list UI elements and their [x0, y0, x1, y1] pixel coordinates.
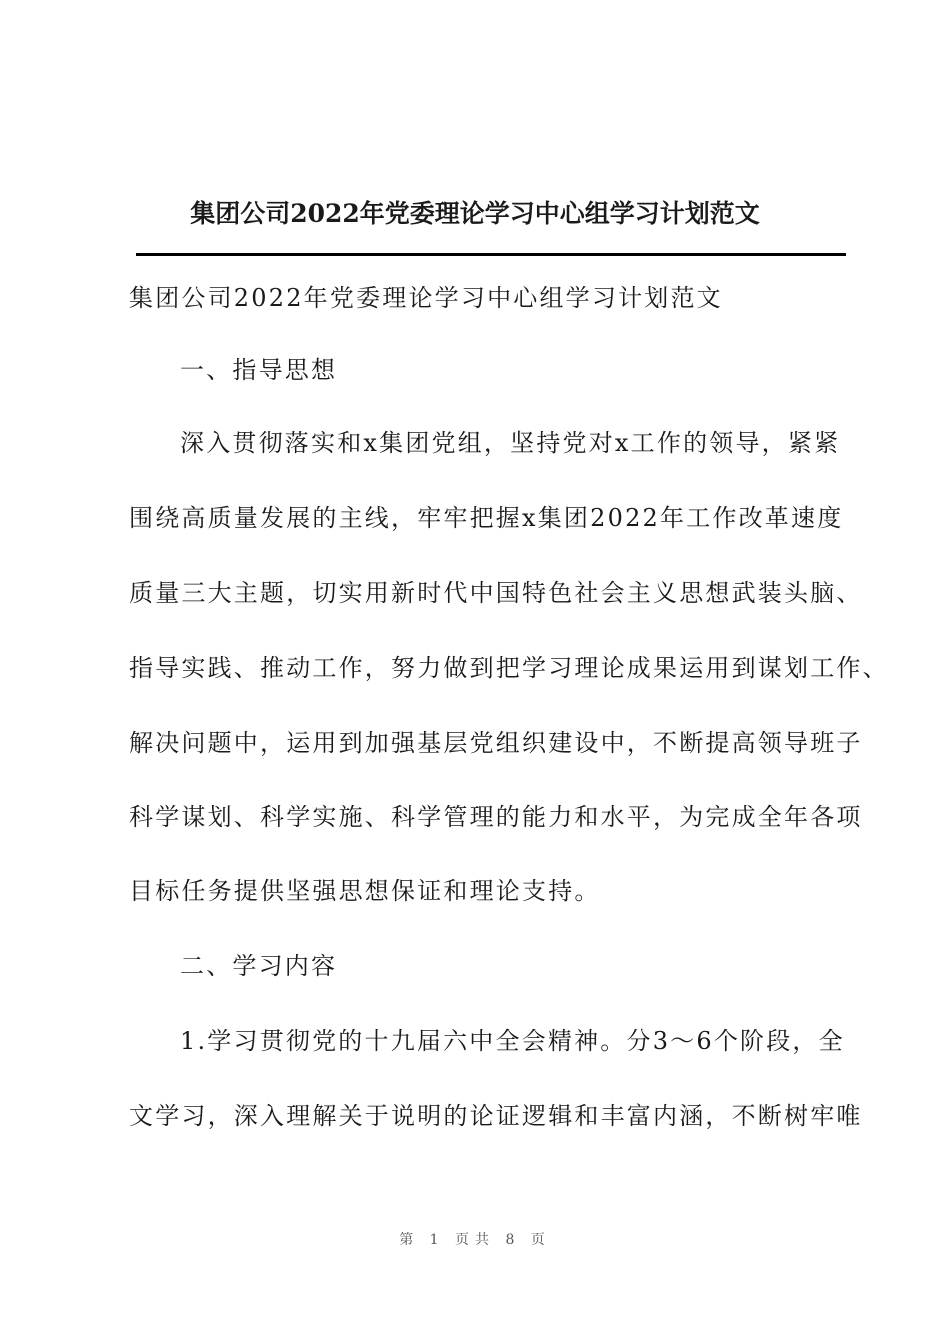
- title-underline: [136, 253, 846, 256]
- section-heading-study-content: 二、学习内容: [180, 952, 338, 980]
- body-line: 指导实践、推动工作，努力做到把学习理论成果运用到谋划工作、: [129, 654, 889, 682]
- body-line-subtitle: 集团公司2022年党委理论学习中心组学习计划范文: [129, 284, 723, 312]
- body-line: 质量三大主题，切实用新时代中国特色社会主义思想武装头脑、: [129, 579, 863, 607]
- page-footer-indicator: 第 1 页共 8 页: [399, 1232, 551, 1248]
- body-line: 科学谋划、科学实施、科学管理的能力和水平，为完成全年各项: [129, 803, 863, 831]
- body-line: 文学习，深入理解关于说明的论证逻辑和丰富内涵，不断树牢唯: [129, 1102, 863, 1130]
- body-line: 深入贯彻落实和x集团党组，坚持党对x工作的领导，紧紧: [180, 429, 841, 457]
- body-line: 目标任务提供坚强思想保证和理论支持。: [129, 877, 601, 905]
- section-heading-guiding-ideology: 一、指导思想: [180, 356, 338, 384]
- body-line: 1.学习贯彻党的十九届六中全会精神。分3～6个阶段，全: [180, 1027, 845, 1055]
- body-line: 围绕高质量发展的主线，牢牢把握x集团2022年工作改革速度: [129, 504, 844, 532]
- body-line: 解决问题中，运用到加强基层党组织建设中，不断提高领导班子: [129, 729, 863, 757]
- document-title: 集团公司2022年党委理论学习中心组学习计划范文: [190, 199, 760, 228]
